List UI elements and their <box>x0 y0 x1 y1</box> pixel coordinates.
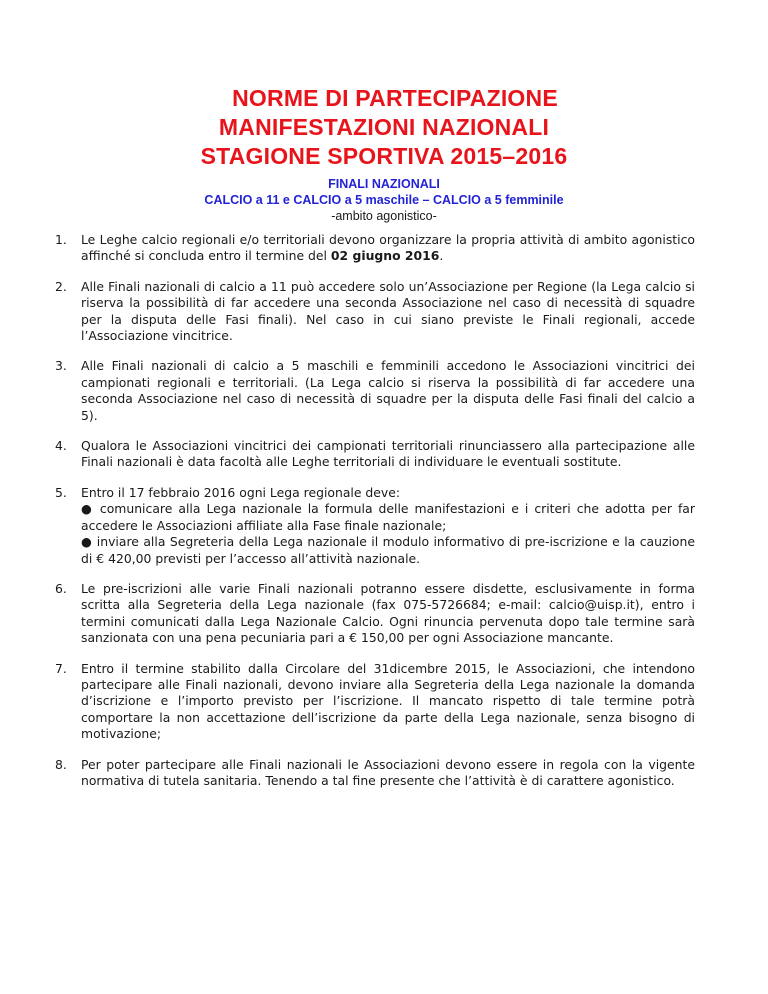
rule-text: Alle Finali nazionali di calcio a 5 maschili e femminili accedono le Associazioni vincitrici dei campionati regionali e territoriali. (La Lega calcio si riserva la possibilità di far accedere una seconda Associazione nel caso di necessità di squadre per la disputa delle Fasi finali del calcio a 5). <box>81 358 695 423</box>
rule-bullet: ● comunicare alla Lega nazionale la formula delle manifestazioni e i criteri che adotta per far accedere le Associazioni affiliate alla Fase finale nazionale; <box>81 501 695 533</box>
rule-text: Entro il termine stabilito dalla Circolare del 31dicembre 2015, le Associazioni, che intendono partecipare alle Finali nazionali, devono inviare alla Segreteria della Lega nazionale la domanda d’iscrizione e l’importo previsto per l’iscrizione. Il mancato rispetto di tale termine potrà comportare la non accettazione dell’iscrizione da parte della Lega nazionale, senza bisogno di motivazione; <box>81 660 695 742</box>
rule-deadline: 02 giugno 2016 <box>330 248 440 264</box>
rule-item <box>55 358 695 424</box>
rule-item <box>55 757 695 790</box>
rule-item <box>55 581 695 647</box>
document-subtitle <box>0 176 768 224</box>
rule-item <box>55 232 695 265</box>
rule-number: 5. <box>55 484 67 500</box>
rules-list <box>55 232 695 803</box>
rule-text: Le pre-iscrizioni alle varie Finali nazionali potranno essere disdette, esclusivamente in forma scritta alla Segreteria della Lega nazionale (fax 075-5726684; e-mail: calcio@uisp.it), entro i termini comunicati dalla Lega Nazionale Calcio. Ogni rinuncia pervenuta dopo tale termine sarà sanzionata con una pena pecuniaria pari a € 150,00 per ogni Associazione mancante. <box>81 580 695 646</box>
rule-number: 7. <box>55 660 67 676</box>
rule-item <box>55 485 695 567</box>
title-line-1: NORME DI PARTECIPAZIONE <box>232 85 558 111</box>
rule-text: Alle Finali nazionali di calcio a 11 può accedere solo un’Associazione per Regione (la Lega calcio si riserva la possibilità di far accedere una seconda Associazione nel caso di necessità di squadre per la disputa delle Fasi finali). Nel caso in cui siano previste le Finali regionali, accede l’Associazione vincitrice. <box>81 278 695 344</box>
rule-bullet: ● inviare alla Segreteria della Lega nazionale il modulo informativo di pre-iscrizione e la cauzione di € 420,00 previsti per l’accesso all’attività nazionale. <box>81 534 695 566</box>
rule-text: Qualora le Associazioni vincitrici dei campionati territoriali rinunciassero alla partecipazione alle Finali nazionali è data facoltà alle Leghe territoriali di individuare le eventuali sostitute. <box>81 438 695 470</box>
rule-intro: Entro il 17 febbraio 2016 ogni Lega regionale deve: <box>81 484 401 500</box>
rule-text: Per poter partecipare alle Finali nazionali le Associazioni devono essere in regola con la vigente normativa di tutela sanitaria. Tenendo a tal fine presente che l’attività è di carattere agonistico. <box>81 756 695 788</box>
rule-text-end: . <box>439 248 444 264</box>
subtitle-finals: FINALI NAZIONALI <box>328 177 440 191</box>
rule-number: 4. <box>55 438 67 454</box>
subtitle-categories: CALCIO a 11 e CALCIO a 5 maschile – CALCIO a 5 femminile <box>204 193 564 207</box>
rule-number: 6. <box>55 580 67 596</box>
rule-number: 1. <box>55 232 67 247</box>
rule-number: 8. <box>55 756 67 772</box>
document-title <box>0 84 768 171</box>
rule-item <box>55 661 695 743</box>
rule-item <box>55 279 695 345</box>
rule-item <box>55 438 695 471</box>
rule-number: 2. <box>55 278 67 294</box>
title-line-2: MANIFESTAZIONI NAZIONALI <box>218 114 550 140</box>
title-line-3: STAGIONE SPORTIVA 2015–2016 <box>200 143 568 169</box>
rule-number: 3. <box>55 358 67 374</box>
rule-text: Le Leghe calcio regionali e/o territoriali devono organizzare la propria attività di ambito agonistico affinché si concluda entro il termine del <box>81 232 695 264</box>
subtitle-scope: -ambito agonistico- <box>331 209 437 223</box>
